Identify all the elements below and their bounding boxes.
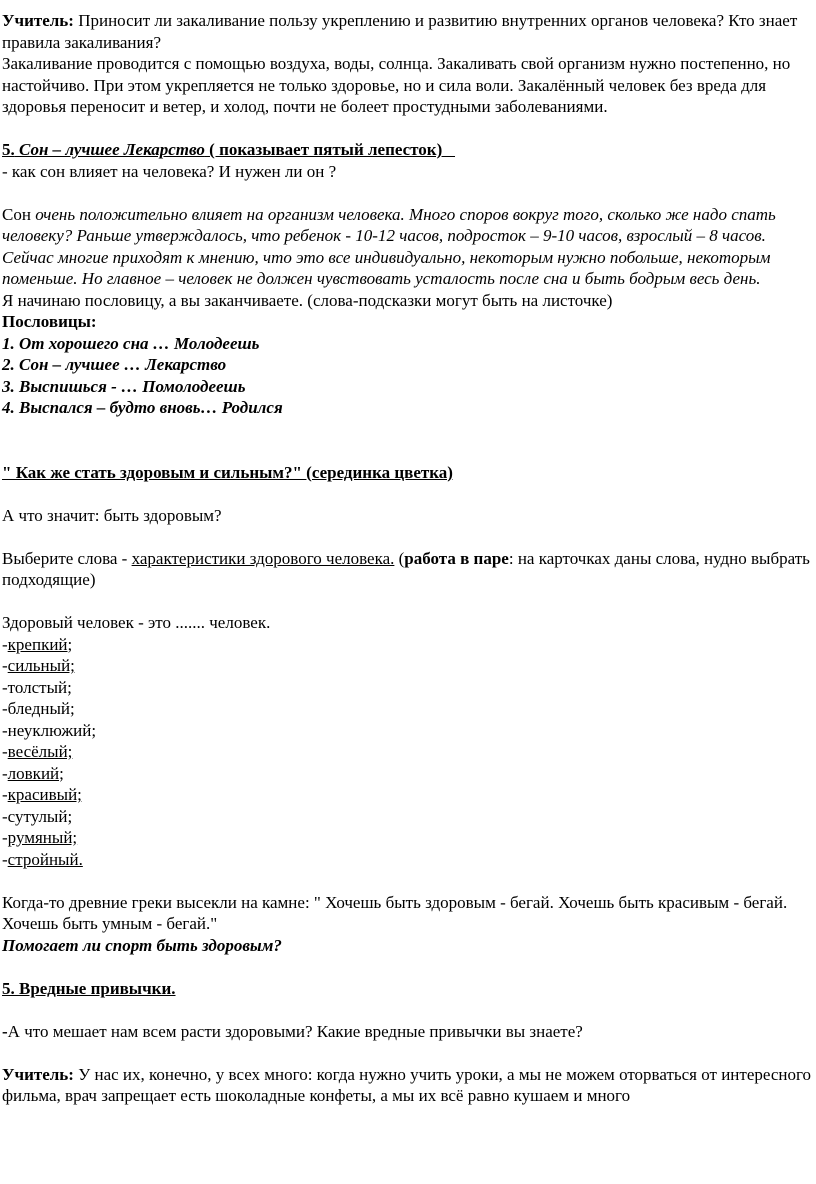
word-list: [2, 634, 816, 871]
word-text: толстый;: [7, 677, 72, 697]
word-dash: -: [2, 763, 8, 783]
word-text: неуклюжий;: [7, 720, 97, 740]
word-dash: -: [2, 677, 8, 697]
word-text: стройный.: [7, 849, 83, 869]
word-dash: -: [2, 742, 8, 761]
word-dash: -: [2, 806, 8, 826]
proverb-item: 1. От хорошего сна … Молодеешь: [2, 333, 260, 353]
teacher-label: Учитель:: [2, 11, 74, 30]
dash: -: [2, 1021, 8, 1041]
teacher-paragraph-2: [2, 1064, 816, 1107]
instruction-rest: : на карточках даны слова, нудно выбрать подходящие): [2, 548, 810, 589]
word-item: [2, 677, 816, 699]
bad-habits-text: А что мешает нам всем расти здоровыми? Какие вредные привычки вы знаете?: [7, 1021, 583, 1041]
section-number: 5.: [2, 140, 15, 159]
sleep-question: - как сон влияет на человека? И нужен ли он ?: [2, 161, 337, 181]
teacher-question: Приносит ли закаливание пользу укреплению и развитию внутренних органов человека? Кто знает правила закаливания?: [2, 11, 798, 52]
healthy-definition: Здоровый человек - это ....... человек.: [2, 613, 271, 632]
word-item: [2, 784, 816, 806]
word-dash: -: [2, 849, 8, 869]
word-dash: -: [2, 720, 8, 740]
section-note: ( показывает пятый лепесток): [204, 140, 456, 159]
proverb-item: 4. Выспался – будто вновь… Родился: [2, 398, 283, 417]
sleep-paragraph: [2, 204, 816, 290]
section-title: Сон – лучшее Лекарство: [14, 140, 205, 159]
teacher-label: Учитель:: [2, 1064, 74, 1084]
word-text: бледный;: [7, 699, 75, 718]
greeks-quote: Когда-то древние греки высекли на камне: " Хочешь быть здоровым - бегай. Хочешь быть красивым - бегай. Хочешь быть умным - бегай.": [2, 892, 788, 933]
word-text: ловкий;: [7, 763, 64, 783]
word-dash: -: [2, 634, 8, 654]
word-item: [2, 634, 816, 656]
word-item: [2, 720, 816, 742]
word-dash: -: [2, 828, 8, 847]
instruction-text: Выберите слова -: [2, 548, 132, 568]
sport-question: Помогает ли спорт быть здоровым?: [2, 935, 282, 955]
word-item: [2, 698, 816, 720]
word-dash: -: [2, 785, 8, 804]
word-text: сильный;: [7, 656, 75, 675]
word-text: румяный;: [7, 828, 78, 847]
section-bad-habits-heading: 5. Вредные привычки.: [2, 978, 176, 998]
word-text: сутулый;: [7, 806, 73, 826]
word-text: крепкий;: [7, 634, 73, 654]
word-item: [2, 741, 816, 763]
section-sleep-heading: [2, 139, 816, 161]
choose-words-instruction: [2, 548, 816, 591]
instruction-bold: работа в паре: [404, 548, 509, 568]
proverbs-title: Пословицы:: [2, 312, 97, 331]
word-item: [2, 827, 816, 849]
hardening-paragraph: Закаливание проводится с помощью воздуха, воды, солнца. Закаливать свой организм нужно постепенно, но настойчиво. При этом укрепляется не только здоровье, но и сила воли. Закалённый человек без вреда для здоровья переносит и ветер, и холод, почти не болеет простудными заболеваниями.: [2, 54, 791, 116]
word-item: [2, 655, 816, 677]
healthy-question: А что значит: быть здоровым?: [2, 505, 222, 525]
word-text: весёлый;: [7, 742, 73, 761]
instruction-paren: (: [394, 548, 405, 568]
word-dash: -: [2, 656, 8, 675]
proverb-item: 2. Сон – лучшее … Лекарство: [2, 355, 227, 374]
word-item: [2, 763, 816, 785]
word-item: [2, 806, 816, 828]
word-item: [2, 849, 816, 871]
sleep-lead: Сон: [2, 204, 36, 224]
bad-habits-question: [2, 1021, 816, 1043]
section-healthy-heading: " Как же стать здоровым и сильным?" (серединка цветка): [2, 462, 453, 482]
proverb-item: 3. Выспишься - … Помолодеешь: [2, 376, 246, 396]
teacher-text: У нас их, конечно, у всех много: когда нужно учить уроки, а мы не можем оторваться от интересного фильма, врач запрещает есть шоколадные конфеты, а мы их всё равно кушаем и много: [2, 1064, 812, 1105]
word-text: красивый;: [7, 785, 82, 804]
instruction-underlined: характеристики здорового человека.: [131, 548, 395, 568]
teacher-paragraph-1: [2, 10, 816, 53]
proverb-intro: Я начинаю пословицу, а вы заканчиваете. (слова-подсказки могут быть на листочке): [2, 290, 613, 310]
word-dash: -: [2, 699, 8, 718]
sleep-text: очень положительно влияет на организм человека. Много споров вокруг того, сколько же надо спать человеку? Раньше утверждалось, что ребенок - 10-12 часов, подросток – 9-10 часов, взрослый – 8 часов. Сейчас многие приходят к мнению, что это все индивидуально, некоторым нужно побольше, некоторым поменьше. Но главное – человек не должен чувствовать усталость после сна и быть бодрым весь день.: [2, 204, 776, 288]
